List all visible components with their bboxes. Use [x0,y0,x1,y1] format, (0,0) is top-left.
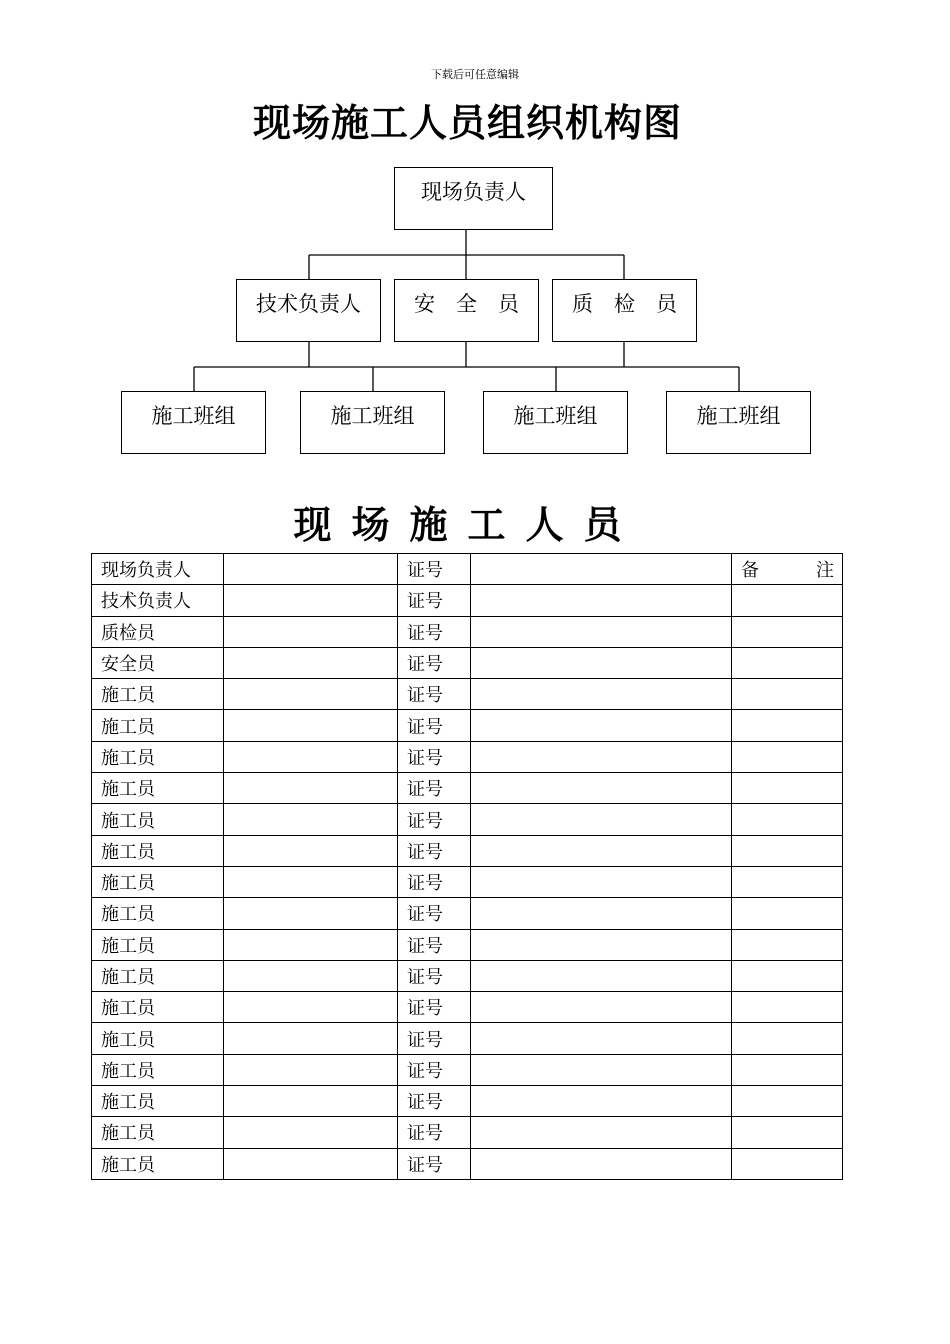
table-row [92,1023,843,1054]
remark-cell[interactable] [732,585,843,616]
cert-number-cell[interactable] [471,866,732,897]
role-cell: 施工员 [92,710,224,741]
remark-cell[interactable] [732,616,843,647]
remark-cell[interactable] [732,992,843,1023]
role-cell: 施工员 [92,773,224,804]
role-cell: 技术负责人 [92,585,224,616]
cert-label-cell: 证号 [398,992,471,1023]
name-cell[interactable] [224,929,398,960]
table-row [92,1054,843,1085]
remark-label-right: 注 [816,560,834,582]
cert-number-cell[interactable] [471,960,732,991]
cert-label-cell: 证号 [398,835,471,866]
cert-number-cell[interactable] [471,679,732,710]
role-cell: 施工员 [92,992,224,1023]
table-row [92,1117,843,1148]
role-cell: 施工员 [92,679,224,710]
name-cell[interactable] [224,804,398,835]
role-cell: 施工员 [92,1054,224,1085]
cert-number-cell[interactable] [471,773,732,804]
header-note: 下载后可任意编辑 [431,68,519,81]
name-cell[interactable] [224,616,398,647]
cert-label-cell: 证号 [398,929,471,960]
remark-cell[interactable] [732,835,843,866]
cert-label-cell: 证号 [398,741,471,772]
cert-label-cell: 证号 [398,960,471,991]
table-row [92,741,843,772]
role-cell: 安全员 [92,647,224,678]
name-cell[interactable] [224,992,398,1023]
staff-table [91,553,843,1180]
role-cell: 施工员 [92,804,224,835]
org-node-site-manager: 现场负责人 [394,167,553,230]
table-row [92,616,843,647]
table-row [92,1086,843,1117]
name-cell[interactable] [224,835,398,866]
role-cell: 质检员 [92,616,224,647]
cert-number-cell[interactable] [471,1023,732,1054]
cert-label-cell: 证号 [398,773,471,804]
name-cell[interactable] [224,554,398,585]
name-cell[interactable] [224,1054,398,1085]
name-cell[interactable] [224,866,398,897]
cert-number-cell[interactable] [471,1117,732,1148]
role-cell: 施工员 [92,929,224,960]
cert-label-cell: 证号 [398,647,471,678]
remark-cell[interactable] [732,679,843,710]
cert-number-cell[interactable] [471,647,732,678]
cert-label-cell: 证号 [398,616,471,647]
name-cell[interactable] [224,710,398,741]
remark-cell[interactable] [732,866,843,897]
role-cell: 施工员 [92,1023,224,1054]
name-cell[interactable] [224,898,398,929]
name-cell[interactable] [224,647,398,678]
org-node-tech-lead: 技术负责人 [236,279,381,342]
cert-number-cell[interactable] [471,929,732,960]
remark-cell[interactable] [732,804,843,835]
table-row [92,710,843,741]
table-row [92,679,843,710]
remark-cell[interactable] [732,1148,843,1179]
remark-cell[interactable] [732,1023,843,1054]
role-cell: 施工员 [92,866,224,897]
remark-cell[interactable] [732,710,843,741]
table-row [92,992,843,1023]
name-cell[interactable] [224,585,398,616]
cert-label-cell: 证号 [398,1148,471,1179]
remark-cell[interactable] [732,773,843,804]
role-cell: 现场负责人 [92,554,224,585]
cert-label-cell: 证号 [398,679,471,710]
org-node-safety-officer: 安 全 员 [394,279,539,342]
cert-label-cell: 证号 [398,554,471,585]
remark-cell[interactable] [732,554,843,585]
cert-label-cell: 证号 [398,710,471,741]
remark-cell[interactable] [732,929,843,960]
table-row [92,866,843,897]
role-cell: 施工员 [92,1117,224,1148]
remark-cell[interactable] [732,647,843,678]
remark-cell[interactable] [732,898,843,929]
org-node-crew-4: 施工班组 [666,391,811,454]
cert-label-cell: 证号 [398,1023,471,1054]
remark-header [741,556,842,582]
table-row [92,929,843,960]
cert-number-cell[interactable] [471,898,732,929]
cert-label-cell: 证号 [398,1054,471,1085]
table-row [92,773,843,804]
role-cell: 施工员 [92,898,224,929]
org-node-crew-1: 施工班组 [121,391,266,454]
table-row [92,804,843,835]
role-cell: 施工员 [92,1148,224,1179]
role-cell: 施工员 [92,1086,224,1117]
name-cell[interactable] [224,1086,398,1117]
cert-label-cell: 证号 [398,804,471,835]
cert-number-cell[interactable] [471,1086,732,1117]
table-row [92,647,843,678]
table-row [92,960,843,991]
cert-number-cell[interactable] [471,992,732,1023]
role-cell: 施工员 [92,741,224,772]
table-row [92,585,843,616]
table-row [92,1148,843,1179]
cert-number-cell[interactable] [471,1148,732,1179]
section-title: 现场施工人员 [293,503,642,547]
cert-label-cell: 证号 [398,898,471,929]
cert-number-cell[interactable] [471,710,732,741]
cert-label-cell: 证号 [398,585,471,616]
name-cell[interactable] [224,1148,398,1179]
cert-number-cell[interactable] [471,554,732,585]
cert-number-cell[interactable] [471,1054,732,1085]
cert-label-cell: 证号 [398,1117,471,1148]
org-node-crew-2: 施工班组 [300,391,445,454]
cert-number-cell[interactable] [471,741,732,772]
cert-number-cell[interactable] [471,835,732,866]
org-node-crew-3: 施工班组 [483,391,628,454]
cert-label-cell: 证号 [398,1086,471,1117]
cert-number-cell[interactable] [471,804,732,835]
remark-label-left: 备 [741,560,759,582]
table-row [92,898,843,929]
name-cell[interactable] [224,1023,398,1054]
cert-number-cell[interactable] [471,585,732,616]
remark-cell[interactable] [732,741,843,772]
name-cell[interactable] [224,679,398,710]
name-cell[interactable] [224,773,398,804]
org-node-quality-inspector: 质 检 员 [552,279,697,342]
remark-cell[interactable] [732,1117,843,1148]
role-cell: 施工员 [92,960,224,991]
table-row [92,835,843,866]
name-cell[interactable] [224,960,398,991]
remark-cell[interactable] [732,960,843,991]
remark-cell[interactable] [732,1086,843,1117]
cert-label-cell: 证号 [398,866,471,897]
name-cell[interactable] [224,1117,398,1148]
cert-number-cell[interactable] [471,616,732,647]
table-row [92,554,843,585]
page-title: 现场施工人员组织机构图 [252,101,682,145]
role-cell: 施工员 [92,835,224,866]
remark-cell[interactable] [732,1054,843,1085]
name-cell[interactable] [224,741,398,772]
